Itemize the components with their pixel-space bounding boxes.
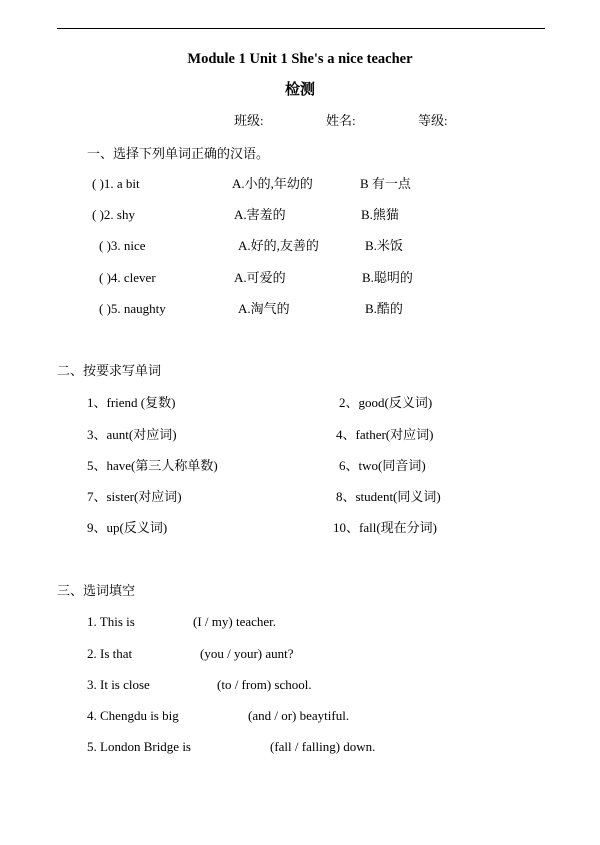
option-a: A.害羞的 [234, 207, 286, 222]
fill-choices: (you / your) aunt? [200, 646, 294, 661]
option-a: A.小的,年幼的 [232, 176, 313, 191]
option-a: A.可爱的 [234, 270, 286, 285]
question-number: ( )3. nice [99, 238, 146, 253]
option-a: A.好的,友善的 [238, 238, 319, 253]
option-b: B.聪明的 [362, 270, 413, 285]
fill-stem: 5. London Bridge is [87, 739, 191, 754]
word-item: 9、up(反义词) [87, 520, 168, 535]
word-item: 10、fall(现在分词) [333, 520, 437, 535]
fill-stem: 2. Is that [87, 646, 133, 661]
word-item: 2、good(反义词) [339, 395, 433, 410]
word-item: 8、student(同义词) [336, 489, 441, 504]
fill-choices: (and / or) beaytiful. [248, 708, 350, 723]
option-b: B.米饭 [365, 238, 403, 253]
section1-heading: 一、选择下列单词正确的汉语。 [87, 146, 270, 161]
question-number: ( )5. naughty [99, 301, 166, 316]
word-item: 4、father(对应词) [336, 427, 434, 442]
option-a: A.淘气的 [238, 301, 290, 316]
word-item: 3、aunt(对应词) [87, 427, 177, 442]
page-subtitle: 检测 [284, 82, 315, 98]
option-b: B 有一点 [360, 176, 411, 191]
word-item: 6、two(同音词) [339, 458, 426, 473]
fill-choices: (to / from) school. [217, 677, 312, 692]
section3-heading: 三、选词填空 [57, 583, 136, 598]
fill-stem: 1. This is [87, 614, 135, 629]
fill-choices: (fall / falling) down. [270, 739, 376, 754]
word-item: 1、friend (复数) [87, 395, 176, 410]
question-number: ( )1. a bit [92, 176, 140, 191]
question-number: ( )4. clever [99, 270, 156, 285]
grade-label: 等级: [418, 113, 448, 128]
section2-heading: 二、按要求写单词 [57, 363, 162, 378]
header-rule [57, 28, 545, 29]
name-label: 姓名: [326, 113, 356, 128]
word-item: 5、have(第三人称单数) [87, 458, 218, 473]
question-number: ( )2. shy [92, 207, 135, 222]
option-b: B.熊猫 [361, 207, 399, 222]
page-title: Module 1 Unit 1 She's a nice teacher [187, 51, 413, 67]
fill-choices: (I / my) teacher. [193, 614, 277, 629]
fill-stem: 4. Chengdu is big [87, 708, 179, 723]
class-label: 班级: [234, 113, 264, 128]
option-b: B.酷的 [365, 301, 403, 316]
word-item: 7、sister(对应词) [87, 489, 182, 504]
fill-stem: 3. It is close [87, 677, 150, 692]
